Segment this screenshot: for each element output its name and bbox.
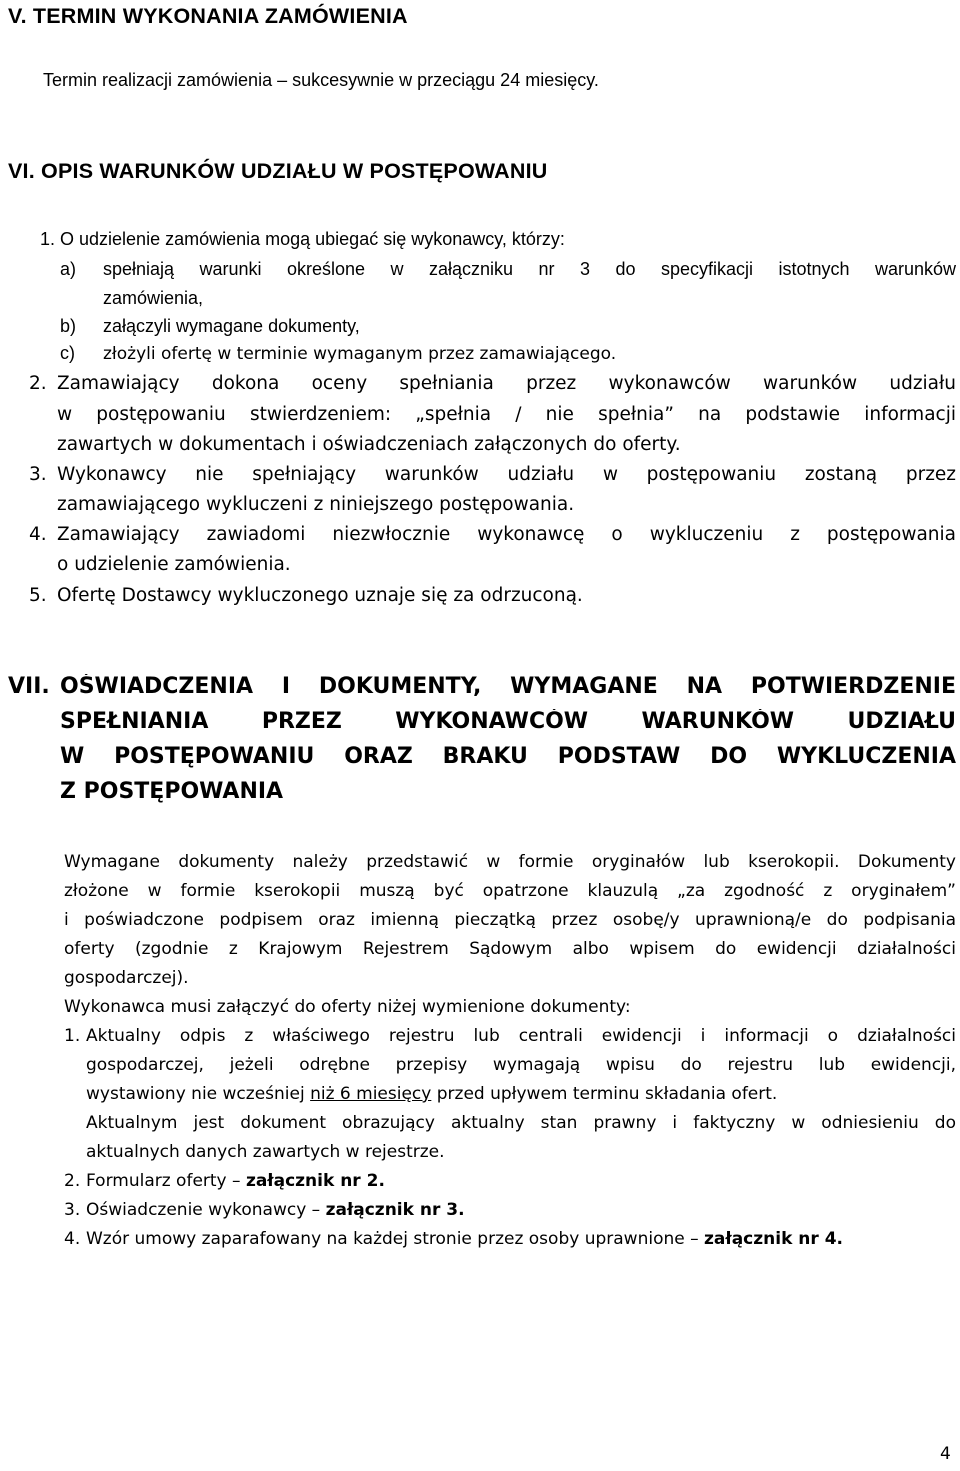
doc-1-line-3-end: przed upływem terminu składania ofert. (431, 1084, 778, 1104)
item-5-number: 5. (29, 585, 47, 606)
doc-2-number: 2. (64, 1171, 81, 1191)
doc-2-label: Formularz oferty – (86, 1171, 246, 1191)
item-a-line-2: zamówienia, (103, 288, 204, 308)
doc-4-label: Wzór umowy zaparafowany na każdej stronie przez osoby uprawnione – (86, 1229, 705, 1249)
section-vii-heading-line-2: SPEŁNIANIA PRZEZ WYKONAWCÓW WARUNKÓW UDZIAŁU (60, 709, 956, 734)
para-1-line-1: Wymagane dokumenty należy przedstawić w formie oryginałów lub kserokopii. Dokumenty (64, 852, 956, 872)
doc-1-underlined-period: niż 6 miesięcy (310, 1084, 432, 1104)
doc-3-number: 3. (64, 1200, 81, 1220)
para-1-line-3: i poświadczone podpisem oraz imienną pieczątką przez osobę/y uprawnioną/e do podpisania (64, 910, 956, 930)
item-2-number: 2. (29, 373, 47, 394)
item-3-line-1: Wykonawcy nie spełniający warunków udziału w postępowaniu zostaną przez (57, 464, 956, 485)
section-vi-item-1: 1. O udzielenie zamówienia mogą ubiegać się wykonawcy, którzy: (40, 229, 565, 249)
doc-3-text (86, 1200, 465, 1220)
item-2-line-1: Zamawiający dokona oceny spełniania przez wykonawców warunków udziału (57, 373, 956, 394)
doc-1-line-5: aktualnych danych zawartych w rejestrze. (86, 1142, 445, 1162)
doc-3-attachment: załącznik nr 3. (325, 1200, 465, 1220)
doc-4-text (86, 1229, 843, 1249)
doc-3-label: Oświadczenie wykonawcy – (86, 1200, 326, 1220)
doc-1-line-3 (86, 1084, 777, 1104)
section-v-heading: V. TERMIN WYKONANIA ZAMÓWIENIA (8, 4, 408, 28)
item-a-label: a) (60, 259, 77, 279)
section-vii-number: VII. (8, 674, 50, 699)
doc-2-attachment: załącznik nr 2. (245, 1171, 385, 1191)
item-a-line-1: spełniają warunki określone w załączniku nr 3 do specyfikacji istotnych warunków (103, 259, 956, 279)
item-b-label: b) (60, 316, 77, 336)
doc-1-number: 1. (64, 1026, 81, 1046)
doc-2-text (86, 1171, 385, 1191)
doc-4-attachment: załącznik nr 4. (704, 1229, 843, 1249)
doc-1-line-3-start: wystawiony nie wcześniej (86, 1084, 311, 1104)
para-1-line-5: gospodarczej). (64, 968, 189, 988)
para-1-line-4: oferty (zgodnie z Krajowym Rejestrem Sądowym albo wpisem do ewidencji działalności (64, 939, 956, 959)
item-2-line-3: zawartych w dokumentach i oświadczeniach załączonych do oferty. (57, 434, 681, 455)
item-c-label: c) (60, 343, 75, 363)
section-vii-heading-line-1: OŚWIADCZENIA I DOKUMENTY, WYMAGANE NA POTWIERDZENIE (60, 674, 956, 699)
page-number: 4 (940, 1444, 951, 1464)
section-vii-heading-line-4: Z POSTĘPOWANIA (60, 779, 284, 804)
item-c-text: złożyli ofertę w terminie wymaganym przez zamawiającego. (103, 344, 617, 364)
section-vi-heading: VI. OPIS WARUNKÓW UDZIAŁU W POSTĘPOWANIU (8, 159, 548, 183)
item-b-text: załączyli wymagane dokumenty, (103, 316, 360, 336)
doc-1-line-2: gospodarczej, jeżeli odrębne przepisy wymagają wpisu do rejestru lub ewidencji, (86, 1055, 956, 1075)
doc-1-line-1: Aktualny odpis z właściwego rejestru lub centrali ewidencji i informacji o działalności (86, 1026, 956, 1046)
item-3-number: 3. (29, 464, 47, 485)
item-4-number: 4. (29, 524, 47, 545)
section-v-text: Termin realizacji zamówienia – sukcesywnie w przeciągu 24 miesięcy. (43, 70, 599, 90)
para-2: Wykonawca musi załączyć do oferty niżej wymienione dokumenty: (64, 997, 631, 1017)
item-2-line-2: w postępowaniu stwierdzeniem: „spełnia / nie spełnia” na podstawie informacji (57, 404, 956, 425)
item-3-line-2: zamawiającego wykluczeni z niniejszego postępowania. (57, 494, 575, 515)
item-4-line-1: Zamawiający zawiadomi niezwłocznie wykonawcę o wykluczeniu z postępowania (57, 524, 956, 545)
doc-4-number: 4. (64, 1229, 81, 1249)
item-4-line-2: o udzielenie zamówienia. (57, 554, 291, 575)
item-5-text: Ofertę Dostawcy wykluczonego uznaje się za odrzuconą. (57, 585, 583, 606)
section-vii-heading-line-3: W POSTĘPOWANIU ORAZ BRAKU PODSTAW DO WYKLUCZENIA (60, 744, 956, 769)
para-1-line-2: złożone w formie kserokopii muszą być opatrzone klauzulą „za zgodność z oryginałem” (64, 881, 956, 901)
doc-1-line-4: Aktualnym jest dokument obrazujący aktualny stan prawny i faktyczny w odniesieniu do (86, 1113, 956, 1133)
